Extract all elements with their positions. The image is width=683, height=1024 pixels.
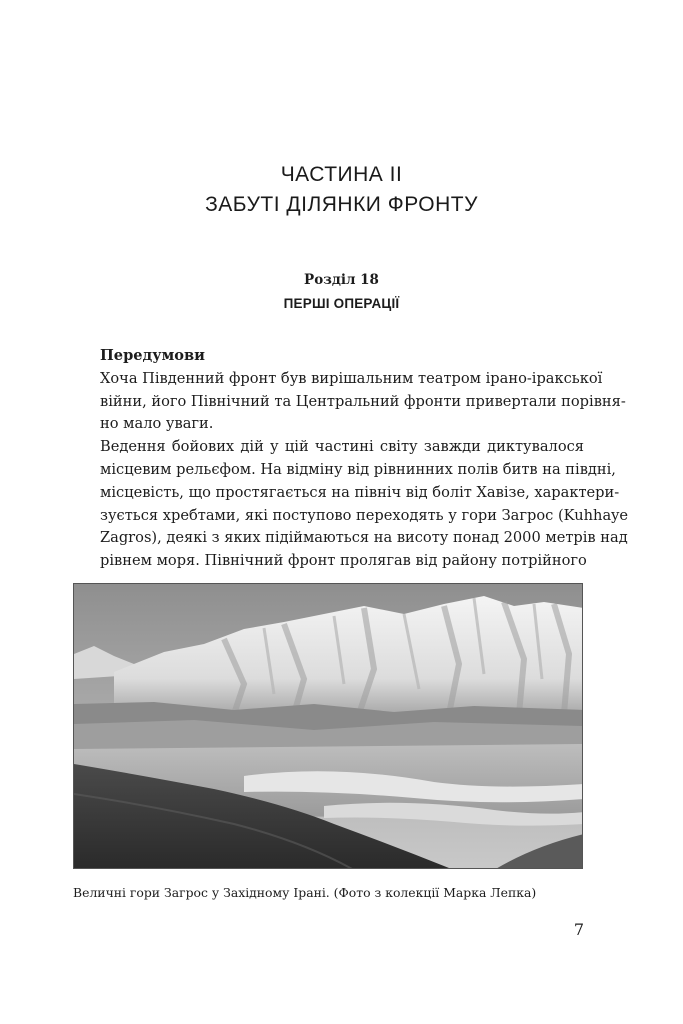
paragraph-line: Ведення бойових дій у цій частині світу завжди диктувалося (100, 438, 584, 456)
paragraph-1 (100, 368, 626, 436)
part-title-line1: ЧАСТИНА II (280, 163, 403, 186)
paragraph-2 (100, 436, 629, 573)
paragraph-line: рівнем моря. Північний фронт пролягав від району потрійного (100, 552, 587, 570)
figure-caption: Величні гори Загрос у Західному Ірані. (Фото з колекції Марка Лепка) (73, 885, 537, 900)
part-title-line2: ЗАБУТІ ДІЛЯНКИ ФРОНТУ (205, 193, 478, 216)
paragraph-line: но мало уваги. (100, 415, 214, 433)
chapter-title: ПЕРШІ ОПЕРАЦІЇ (283, 296, 400, 311)
paragraph-line: місцевість, що простягається на північ від боліт Хавізе, характери- (100, 483, 620, 501)
chapter-heading (0, 268, 683, 316)
paragraph-line: місцевим рельєфом. На відміну від рівнинних полів битв на півдні, (100, 460, 616, 478)
chapter-label: Розділ 18 (304, 272, 379, 288)
page-number: 7 (573, 920, 584, 939)
section-heading: Передумови (100, 347, 205, 364)
body-text (100, 345, 629, 573)
mountain-photo (73, 583, 583, 869)
paragraph-line: Zagros), деякі з яких підіймаються на висоту понад 2000 метрів над (100, 529, 628, 547)
paragraph-line: Хоча Південний фронт був вирішальним театром ірано-іракської (100, 369, 603, 387)
part-title (0, 160, 683, 220)
paragraph-line: зується хребтами, які поступово переходять у гори Загрос (Kuhhaye (100, 506, 629, 524)
paragraph-line: війни, його Північний та Центральний фронти привертали порівня- (100, 392, 626, 410)
